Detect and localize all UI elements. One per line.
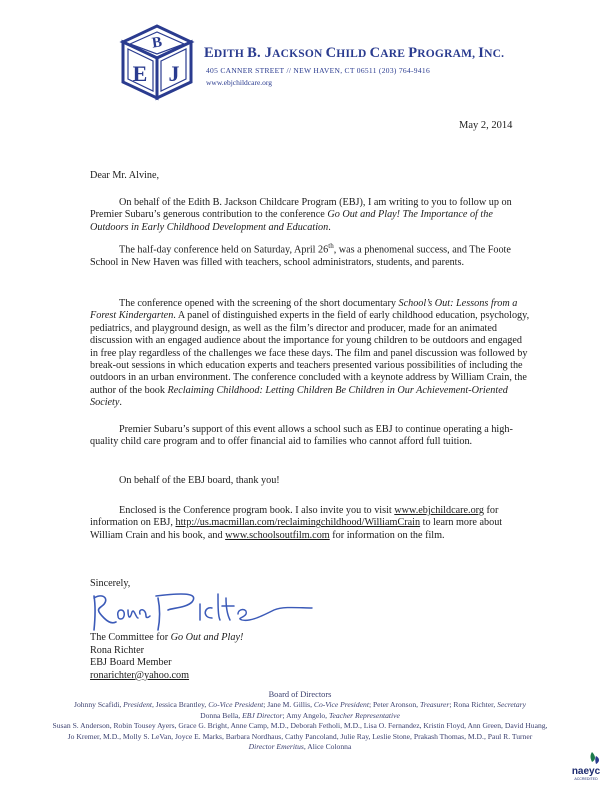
paragraph-3: The conference opened with the screening of the short documentary School’s Out: Lessons from a Forest Kindergarten. A panel of distinguished experts in the field of early childhood education, psychology, pediatrics, and playground design, as well as the film’s director and producer, made for an animated discussion with an engaged audience about the importance for young children to be outdoors and engaged in free play regardless of the challenges we face these days. The film and panel discussion was followed by break-out sessions in which education experts and teachers presented various possibilities of including the outdoors in an urban environment. The conference concluded with a keynote address by William Crain, the author of the book Reclaiming Childhood: Letting Children Be Children in Our Achievement-Oriented Society. [90, 298, 530, 409]
paragraph-1: On behalf of the Edith B. Jackson Childcare Program (EBJ), I am writing to you to follow up on Premier Subaru’s generous contribution to the conference Go Out and Play! The Importance of the Outdoors in Early Childhood Development and Education. [90, 197, 512, 233]
board-of-directors [20, 690, 580, 752]
ebj-block-logo [117, 20, 197, 102]
signature-block [90, 632, 243, 682]
naeyc-accreditation-logo [566, 748, 606, 782]
link-ebjchildcare[interactable]: www.ebjchildcare.org [394, 505, 484, 516]
logo-letter-b: B [150, 34, 164, 52]
board-emeritus-line: Director Emeritus, Alice Colonna [248, 742, 352, 752]
board-members-line-1: Susan S. Anderson, Robin Tousey Ayers, Grace G. Bright, Anne Camp, M.D., Deborah Fetholi, M.D., Lisa O. Fernandez, Kristin Floyd, Ann Green, David Huang, [52, 721, 548, 731]
board-staff-line: Donna Bella, EBJ Director; Amy Angelo, Teacher Representative [200, 710, 400, 720]
handwritten-signature [88, 588, 318, 636]
board-members-line-2: Jo Kremer, M.D., Molly S. LeVan, Joyce E. Marks, Barbara Nordhaus, Cathy Pancoland, Julie Ray, Leslie Stone, Prakash Thomas, M.D., Paul R. Turner [67, 731, 533, 741]
board-officers-line: Johnny Scafidi, President, Jessica Brantley, Co-Vice President; Jane M. Gillis, Co-Vice President; Peter Aronson, Treasurer; Rona Richter, Secretary [74, 700, 526, 710]
organization-address: 405 CANNER STREET // NEW HAVEN, CT 06511 (203) 764-9416 [206, 66, 430, 75]
naeyc-label: naeyc [571, 766, 601, 777]
paragraph-6: Enclosed is the Conference program book. I also invite you to visit www.ebjchildcare.org for information on EBJ, http://us.macmillan.com/reclaimingchildhood/WilliamCrain to learn more about William Crain and his book, and www.schoolsoutfilm.com for information on the film. [90, 505, 503, 541]
paragraph-4: Premier Subaru’s support of this event allows a school such as EBJ to continue operating a high-quality child care program and to offer financial aid to families who cannot afford full tuition. [90, 424, 513, 448]
naeyc-sub: ACCREDITED [574, 777, 598, 781]
paragraph-5: On behalf of the EBJ board, thank you! [119, 475, 280, 486]
organization-website[interactable]: www.ebjchildcare.org [206, 78, 273, 87]
paragraph-2: The half-day conference held on Saturday, April 26th, was a phenomenal success, and The Foote School in New Haven was filled with teachers, school administrators, students, and parents. [90, 242, 511, 268]
signer-role: EBJ Board Member [90, 657, 172, 669]
link-macmillan[interactable]: http://us.macmillan.com/reclaimingchildhood/WilliamCrain [175, 517, 421, 529]
organization-name: EDITH B. JACKSON CHILD CARE PROGRAM, INC. [204, 45, 505, 61]
signer-name: Rona Richter [90, 644, 145, 656]
logo-letter-j: J [168, 61, 180, 86]
closing: Sincerely, [90, 578, 131, 589]
conference-title: Go Out and Play! The Importance of the Outdoors in Early Childhood Development and Education [90, 209, 493, 233]
logo-letter-e: E [132, 61, 148, 86]
film-title: School’s Out: Lessons from a Forest Kindergarten [90, 298, 518, 322]
committee-line: The Committee for Go Out and Play! [90, 632, 244, 643]
book-title: Reclaiming Childhood: Letting Children Be Children in Our Achievement-Oriented Society [90, 384, 508, 409]
salutation: Dear Mr. Alvine, [90, 170, 160, 181]
link-schoolsoutfilm[interactable]: www.schoolsoutfilm.com [225, 529, 330, 541]
letter-date: May 2, 2014 [459, 120, 513, 131]
signer-email[interactable]: ronarichter@yahoo.com [90, 669, 190, 681]
board-heading: Board of Directors [268, 690, 332, 699]
